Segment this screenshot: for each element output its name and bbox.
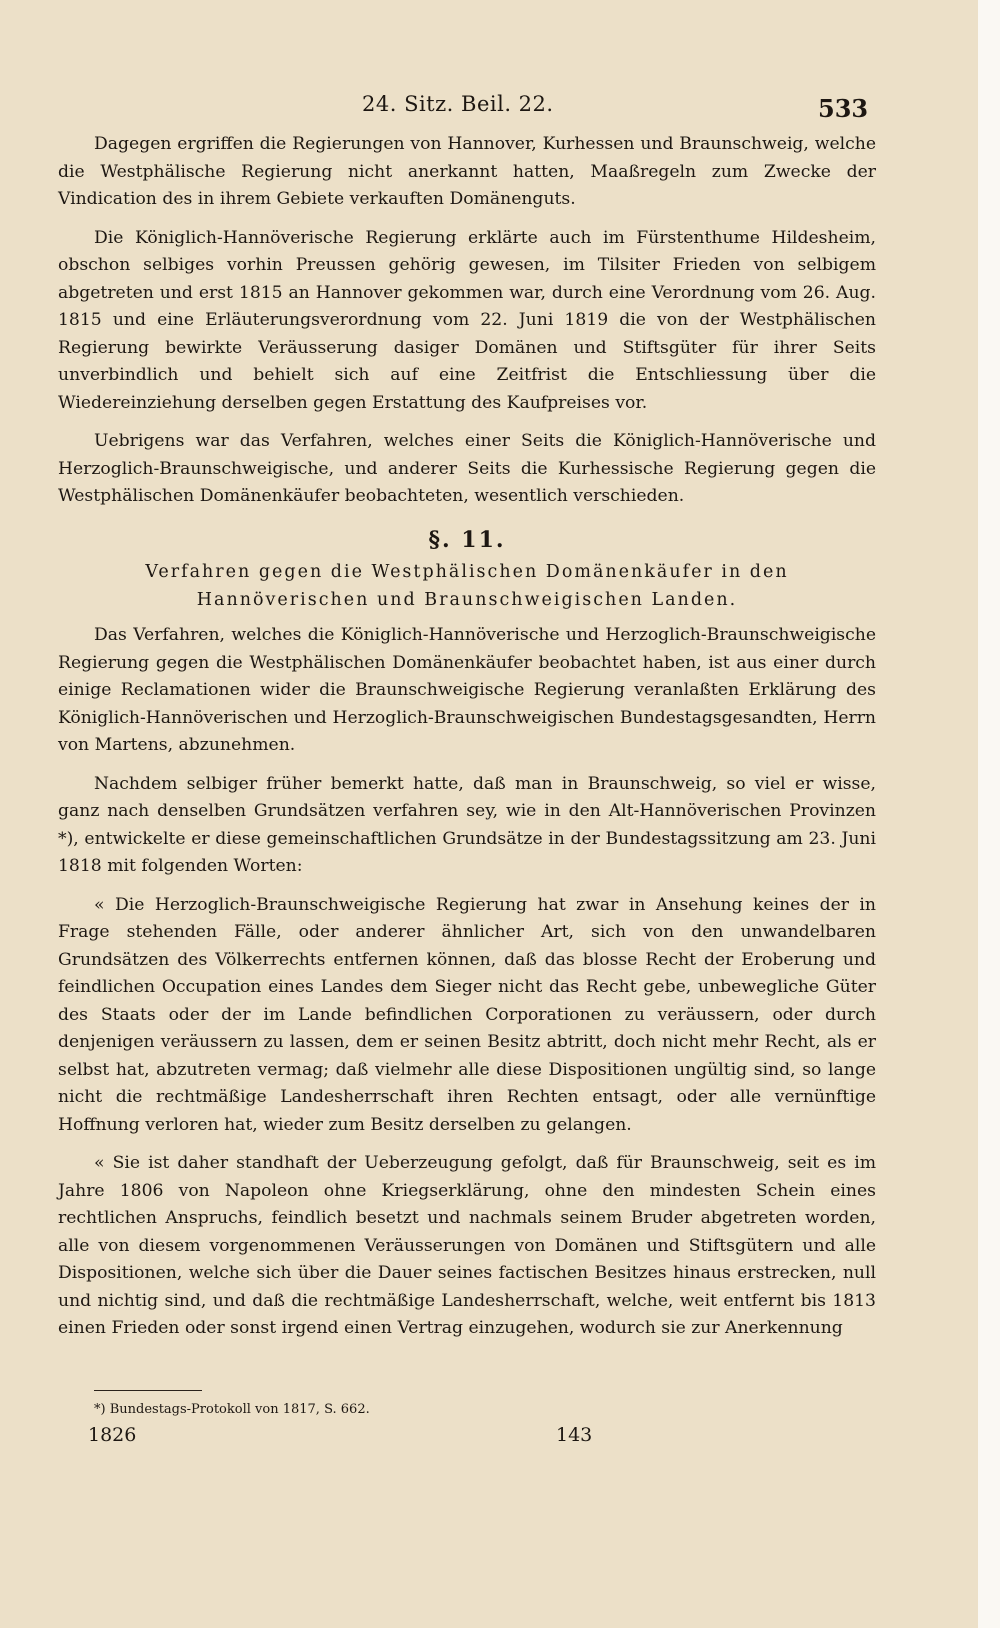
page-number: 533 [818,94,869,123]
paragraph: Dagegen ergriffen die Regierungen von Hannover, Kurhessen und Braunschweig, welche die Westphälische Regierung nicht anerkannt hatten, Maaßregeln zum Zwecke der Vindication des in ihrem Gebiete verkauften Domänenguts. [58,134,876,209]
scan-margin [978,0,1000,1628]
paragraph: Die Königlich-Hannöverische Regierung erklärte auch im Fürstenthume Hildesheim, obschon selbiges vorhin Preussen gehörig gewesen, im Tilsiter Frieden von selbigem abgetreten und erst 1815 an Hannover gekommen war, durch eine Verordnung vom 26. Aug. 1815 und eine Erläuterungsverordnung vom 22. Juni 1819 die von der Westphälischen Regierung bewirkte Veräusserung dasiger Domänen und Stiftsgüter für ihrer Seits unverbindlich und behielt sich auf eine Zeitfrist die Entschliessung über die Wiedereinziehung derselben gegen Erstattung des Kaufpreises vor. [58,227,876,413]
footnote-rule [94,1390,202,1391]
footer-year: 1826 [88,1424,137,1446]
signature-mark: 143 [556,1424,593,1446]
page-header [0,88,978,128]
section-title: Verfahren gegen die Westphälischen Domänenkäufer in den Hannöverischen und Braunschweigischen Landen. [145,562,789,610]
running-head: 24. Sitz. Beil. 22. [362,92,554,116]
quote-paragraph: « Sie ist daher standhaft der Ueberzeugung gefolgt, daß für Braunschweig, seit es im Jahre 1806 von Napoleon ohne Kriegserklärung, ohne den mindesten Schein eines rechtlichen Anspruchs, feindlich besetzt und nachmals seinem Bruder abgetreten worden, alle von diesem vorgenommenen Veräusserungen von Domänen und Stiftsgütern und alle Dispositionen, welche sich über die Dauer seines factischen Besitzes hinaus erstrecken, null und nichtig sind, und daß die rechtmäßige Landesherrschaft, welche, weit entfernt bis 1813 einen Frieden oder sonst irgend einen Vertrag einzugehen, wodurch sie zur Anerkennung [58,1153,876,1338]
paragraph: Das Verfahren, welches die Königlich-Hannöverische und Herzoglich-Braunschweigische Regierung gegen die Westphälischen Domänenkäufer beobachtet haben, ist aus einer durch einige Reclamationen wider die Braunschweigische Regierung veranlaßten Erklärung des Königlich-Hannöverischen und Herzoglich-Braunschweigischen Bundestagsgesandten, Herrn von Martens, abzunehmen. [58,625,876,755]
footnote: *) Bundestags-Protokoll von 1817, S. 662. [94,1402,370,1417]
paragraph: Uebrigens war das Verfahren, welches einer Seits die Königlich-Hannöverische und Herzoglich-Braunschweigische, und anderer Seits die Kurhessische Regierung gegen die Westphälischen Domänenkäufer beobachteten, wesentlich verschieden. [58,431,876,506]
quote-paragraph: « Die Herzoglich-Braunschweigische Regierung hat zwar in Ansehung keines der in Frage stehenden Fälle, oder anderer ähnlicher Art, sich von den unwandelbaren Grundsätzen des Völkerrechts entfernen können, daß das blosse Recht der Eroberung und feindlichen Occupation eines Landes dem Sieger nicht das Recht gebe, unbewegliche Güter des Staats oder der im Lande befindlichen Corporationen zu veräussern, oder durch denjenigen veräussern zu lassen, dem er seinen Besitz abtritt, doch nicht mehr Recht, als er selbst hat, abzutreten vermag; daß vielmehr alle diese Dispositionen ungültig sind, so lange nicht die rechtmäßige Landesherrschaft ihren Rechten entsagt, oder alle vernünftige Hoffnung verloren hat, wieder zum Besitz derselben zu gelangen. [58,894,876,1135]
paragraph: Nachdem selbiger früher bemerkt hatte, daß man in Braunschweig, so viel er wisse, ganz nach denselben Grundsätzen verfahren sey, wie in den Alt-Hannöverischen Provinzen *), entwickelte er diese gemeinschaftlichen Grundsätze in der Bundestagssitzung am 23. Juni 1818 mit folgenden Worten: [58,773,876,876]
body-text [58,131,876,1354]
section-number: §. 11. [428,526,506,553]
